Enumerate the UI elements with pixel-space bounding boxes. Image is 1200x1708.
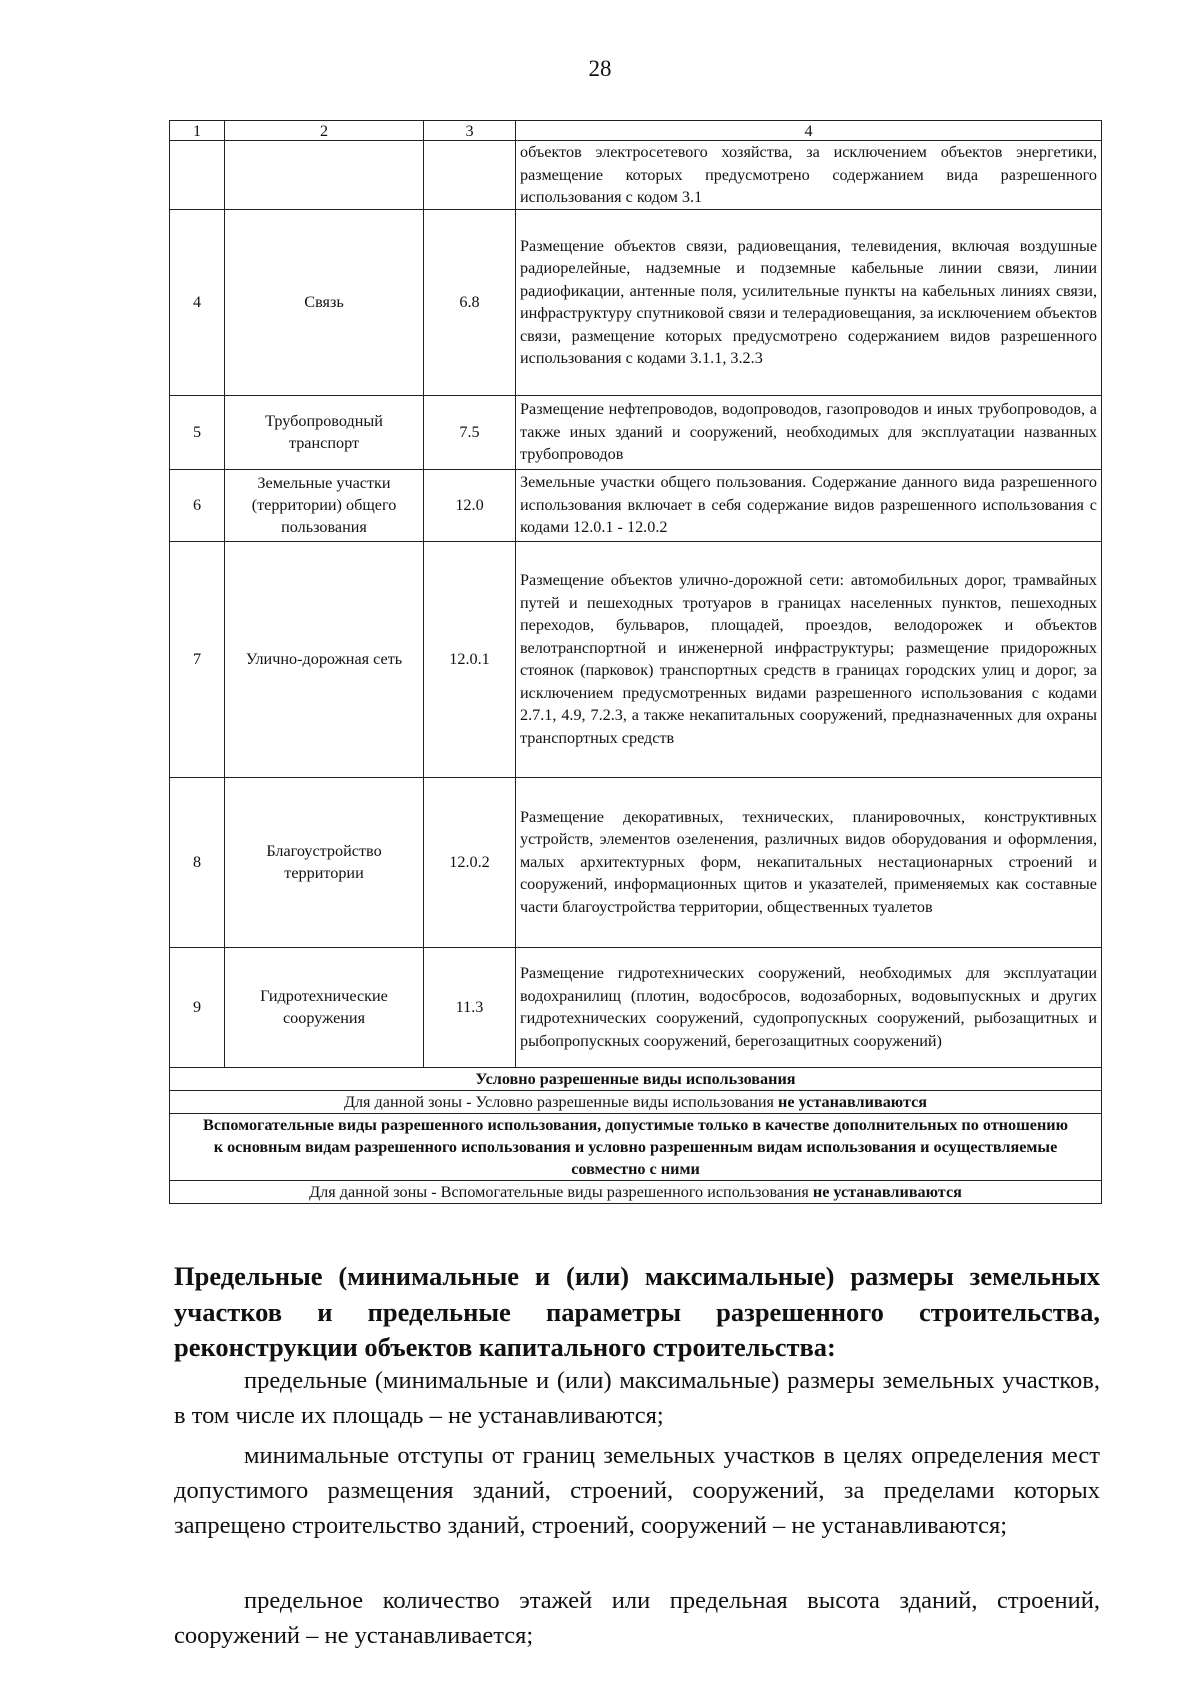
row-description: Размещение объектов связи, радиовещания, телевидения, включая воздушные радиорелейные, надземные и подземные кабельные линии связи, линии радиофикации, антенные поля, усилительные пункты на кабельных линиях связи, инфраструктуру спутниковой связи и телерадиовещания, за исключением объектов связи, размещение которых предусмотрено содержанием видов разрешенного использования с кодами 3.1.1, 3.2.3 xyxy=(516,209,1102,395)
auxiliary-uses-note xyxy=(170,1180,1102,1203)
table-row xyxy=(170,469,1102,541)
row-number: 8 xyxy=(170,777,225,947)
conditional-uses-note-row xyxy=(170,1090,1102,1113)
auxiliary-uses-note-text: Для данной зоны - Вспомогательные виды разрешенного использования xyxy=(309,1182,813,1201)
table-row xyxy=(170,947,1102,1067)
row-number: 9 xyxy=(170,947,225,1067)
row-name: Земельные участки (территории) общего пользования xyxy=(225,469,424,541)
table-row xyxy=(170,395,1102,469)
row-code: 12.0.1 xyxy=(424,541,516,777)
row-description: объектов электросетевого хозяйства, за исключением объектов энергетики, размещение которых предусмотрено содержанием вида разрешенного использования с кодом 3.1 xyxy=(516,141,1102,210)
table-row xyxy=(170,141,1102,210)
conditional-uses-note-text: Для данной зоны - Условно разрешенные виды использования xyxy=(343,1092,779,1111)
table-row xyxy=(170,541,1102,777)
row-code: 11.3 xyxy=(424,947,516,1067)
row-description: Земельные участки общего пользования. Содержание данного вида разрешенного использования включает в себя содержание видов разрешенного использования с кодами 12.0.1 - 12.0.2 xyxy=(516,469,1102,541)
table-row xyxy=(170,777,1102,947)
page-number: 28 xyxy=(588,56,612,81)
row-name: Гидротехнические сооружения xyxy=(225,947,424,1067)
header-cell-2: 2 xyxy=(225,121,424,141)
row-code: 6.8 xyxy=(424,209,516,395)
paragraph-floors: предельное количество этажей или предельная высота зданий, строений, сооружений – не устанавливается; xyxy=(174,1587,1100,1649)
row-code: 12.0.2 xyxy=(424,777,516,947)
table-row xyxy=(170,209,1102,395)
auxiliary-uses-title: Вспомогательные виды разрешенного использования, допустимые только в качестве дополнительных по отношению к основным видам разрешенного использования и условно разрешенным видам использования и осуществляемые совместно с ними xyxy=(170,1113,1102,1180)
row-code xyxy=(424,141,516,210)
row-number: 4 xyxy=(170,209,225,395)
conditional-uses-title: Условно разрешенные виды использования xyxy=(170,1067,1102,1090)
conditional-uses-note xyxy=(170,1090,1102,1113)
section-heading: Предельные (минимальные и (или) максимальные) размеры земельных участков и предельные параметры разрешенного строительства, реконструкции объектов капитального строительства: xyxy=(174,1261,1100,1362)
paragraph-setbacks: минимальные отступы от границ земельных участков в целях определения мест допустимого размещения зданий, строений, сооружений, за пределами которых запрещено строительство зданий, строений, сооружений – не устанавливаются; xyxy=(174,1442,1100,1539)
header-cell-1: 1 xyxy=(170,121,225,141)
paragraph-plot-sizes: предельные (минимальные и (или) максимальные) размеры земельных участков, в том числе их площадь – не устанавливаются; xyxy=(174,1367,1100,1429)
row-description: Размещение декоративных, технических, планировочных, конструктивных устройств, элементов озеленения, различных видов оборудования и оформления, малых архитектурных форм, некапитальных нестационарных строений и сооружений, информационных щитов и указателей, применяемых как составные части благоустройства территории, общественных туалетов xyxy=(516,777,1102,947)
row-description: Размещение объектов улично-дорожной сети: автомобильных дорог, трамвайных путей и пешеходных тротуаров в границах населенных пунктов, пешеходных переходов, бульваров, площадей, проездов, велодорожек и объектов велотранспортной и инженерной инфраструктуры; размещение придорожных стоянок (парковок) транспортных средств в границах городских улиц и дорог, за исключением предусмотренных видами разрешенного использования с кодами 2.7.1, 4.9, 7.2.3, а также некапитальных сооружений, предназначенных для охраны транспортных средств xyxy=(516,541,1102,777)
conditional-uses-note-status: не устанавливаются xyxy=(778,1092,928,1111)
header-cell-3: 3 xyxy=(424,121,516,141)
row-number: 6 xyxy=(170,469,225,541)
row-name: Связь xyxy=(225,209,424,395)
auxiliary-uses-title-row xyxy=(170,1113,1102,1180)
row-code: 12.0 xyxy=(424,469,516,541)
row-name: Благоустройство территории xyxy=(225,777,424,947)
header-cell-4: 4 xyxy=(516,121,1102,141)
row-number xyxy=(170,141,225,210)
row-number: 7 xyxy=(170,541,225,777)
row-number: 5 xyxy=(170,395,225,469)
row-code: 7.5 xyxy=(424,395,516,469)
auxiliary-uses-note-status: не устанавливаются xyxy=(812,1182,962,1201)
conditional-uses-title-row xyxy=(170,1067,1102,1090)
table-header-row xyxy=(170,121,1102,141)
row-name xyxy=(225,141,424,210)
row-description: Размещение нефтепроводов, водопроводов, газопроводов и иных трубопроводов, а также иных зданий и сооружений, необходимых для эксплуатации названных трубопроводов xyxy=(516,395,1102,469)
row-name: Трубопроводный транспорт xyxy=(225,395,424,469)
auxiliary-uses-note-row xyxy=(170,1180,1102,1203)
land-use-table xyxy=(169,120,1102,1204)
row-description: Размещение гидротехнических сооружений, необходимых для эксплуатации водохранилищ (плотин, водосбросов, водозаборных, водовыпускных и других гидротехнических сооружений, судопропускных сооружений, рыбозащитных и рыбопропускных сооружений, берегозащитных сооружений) xyxy=(516,947,1102,1067)
row-name: Улично-дорожная сеть xyxy=(225,541,424,777)
